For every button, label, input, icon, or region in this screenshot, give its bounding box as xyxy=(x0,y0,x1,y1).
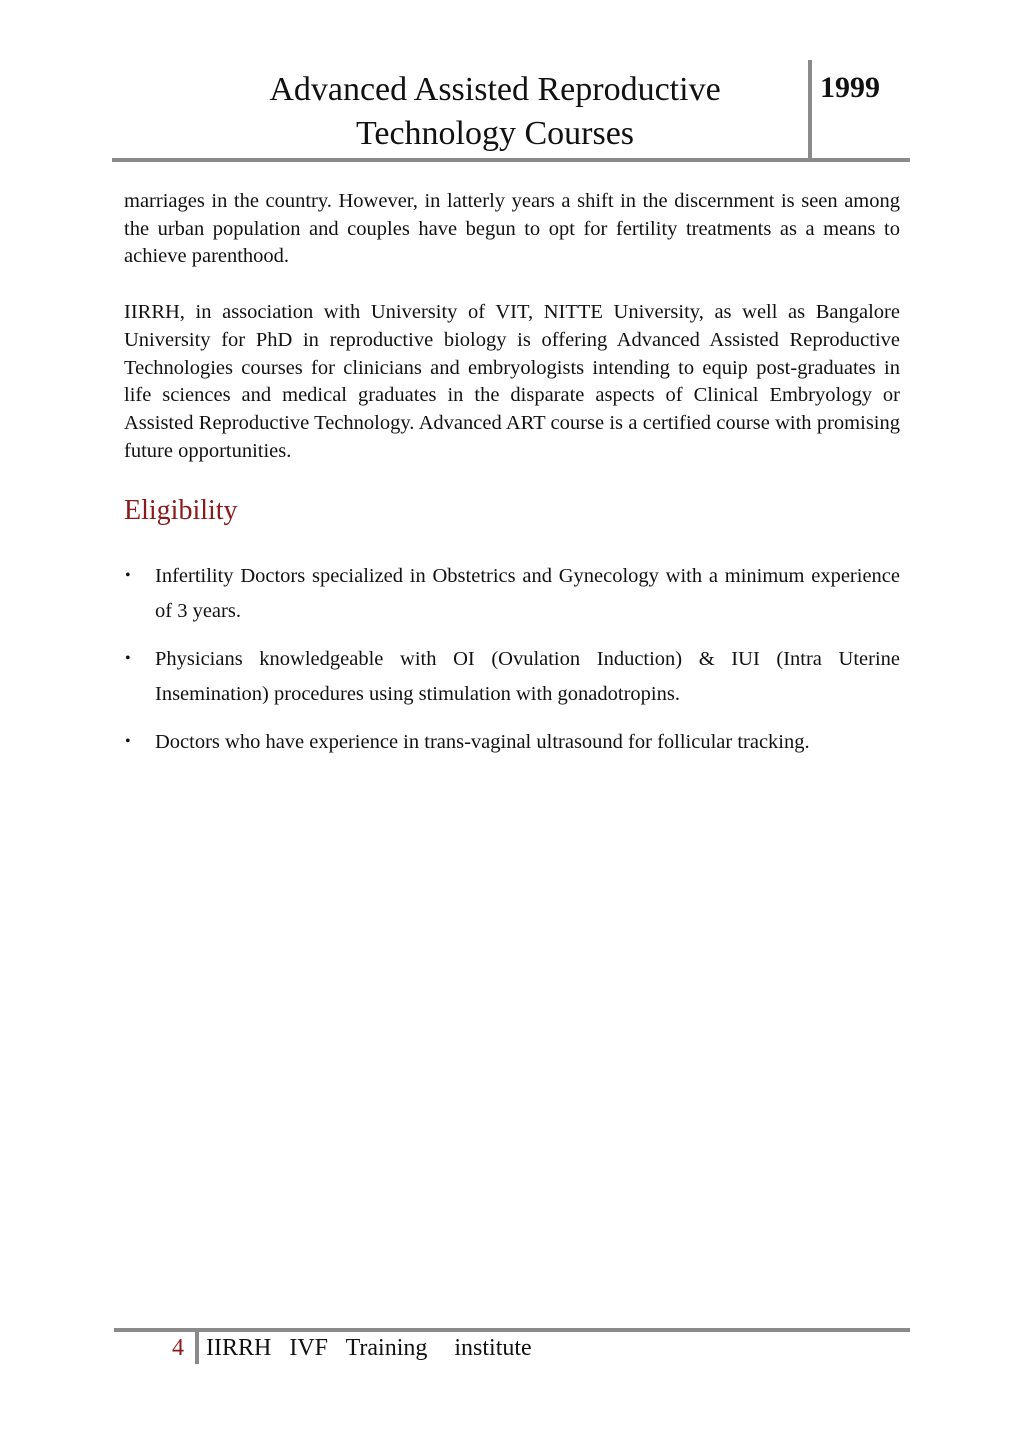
body-paragraph-1: marriages in the country. However, in latterly years a shift in the discernment is seen among the urban population and couples have begun to opt for fertility treatments as a means to achieve parenthood. xyxy=(124,190,900,268)
footer-horizontal-rule xyxy=(114,1328,910,1332)
body-paragraph-2: IIRRH, in association with University of VIT, NITTE University, as well as Bangalore University for PhD in reproductive biology is offering Advanced Assisted Reproductive Technologies courses for clinicians and embryologists intending to equip post-graduates in life sciences and medical graduates in the disparate aspects of Clinical Embryology or Assisted Reproductive Technology. Advanced ART course is a certified course with promising future opportunities. xyxy=(124,301,900,462)
bullet-icon: • xyxy=(125,733,131,751)
list-item xyxy=(124,725,900,760)
page-title-line-1: Advanced Assisted Reproductive xyxy=(269,71,721,108)
page-title-line-2: Technology Courses xyxy=(355,115,635,152)
page-number: 4 xyxy=(172,1335,184,1361)
bullet-icon: • xyxy=(125,567,131,585)
header-vertical-rule xyxy=(808,60,812,162)
footer-institute-name: IIRRH IVF Training institute xyxy=(206,1335,532,1361)
page-title xyxy=(185,68,805,156)
header-year: 1999 xyxy=(820,71,880,104)
bullet-icon: • xyxy=(125,650,131,668)
list-item xyxy=(124,559,900,628)
list-item-text: Infertility Doctors specialized in Obstetrics and Gynecology with a minimum experience of 3 years. xyxy=(155,565,900,622)
list-item-text: Physicians knowledgeable with OI (Ovulation Induction) & IUI (Intra Uterine Insemination) procedures using stimulation with gonadotropins. xyxy=(155,648,900,705)
list-item xyxy=(124,642,900,711)
list-item-text: Doctors who have experience in trans-vaginal ultrasound for follicular tracking. xyxy=(155,731,810,754)
header-horizontal-rule xyxy=(112,158,910,162)
section-heading-eligibility: Eligibility xyxy=(124,495,238,527)
page-header xyxy=(0,0,1023,170)
eligibility-list xyxy=(124,559,900,760)
page-body xyxy=(124,188,900,774)
footer-vertical-rule xyxy=(195,1330,199,1364)
